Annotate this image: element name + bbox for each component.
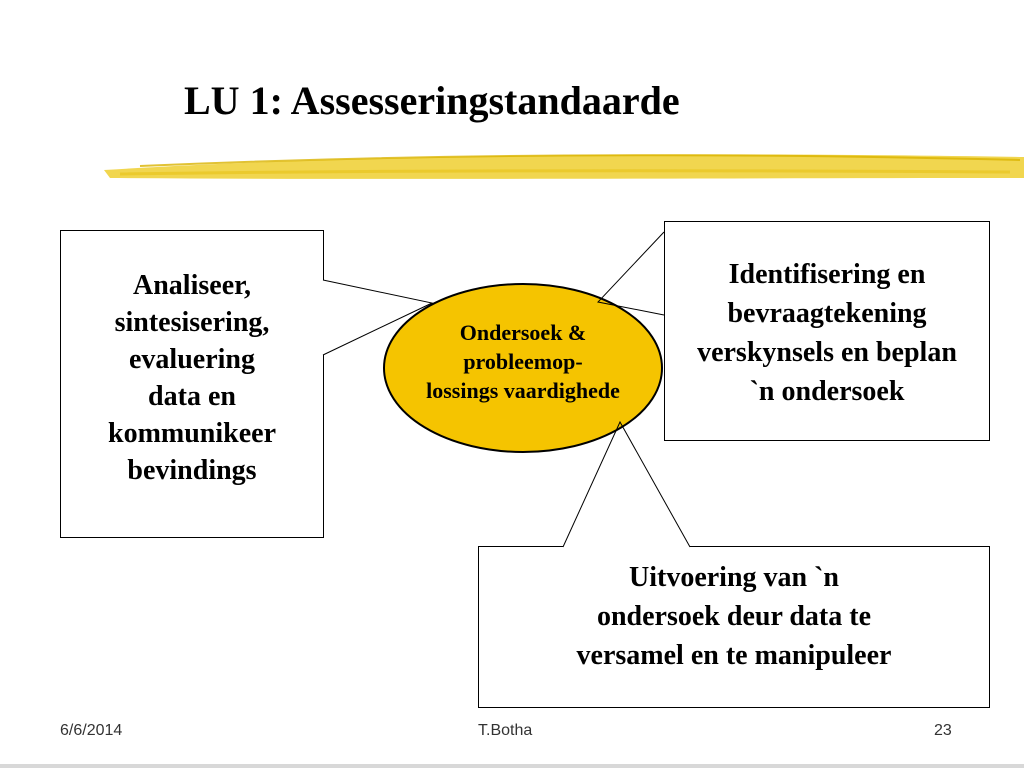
callout-bottom-line: Uitvoering van `n	[629, 562, 839, 593]
center-label-line: lossings vaardighede	[426, 378, 620, 403]
callout-left-line: kommunikeer	[108, 418, 276, 449]
center-label	[384, 318, 662, 405]
footer-author: T.Botha	[478, 722, 533, 739]
bottom-rule	[0, 764, 1024, 768]
callout-left-line: evaluering	[129, 344, 255, 375]
callout-left-line: sintesisering,	[114, 307, 270, 338]
callout-right-line: `n ondersoek	[749, 376, 905, 407]
center-label-line: probleemop-	[463, 349, 583, 374]
center-label-line: Ondersoek &	[459, 320, 587, 345]
callout-right-line: bevraagtekening	[727, 298, 927, 329]
footer-date: 6/6/2014	[60, 722, 123, 739]
callout-right-line: Identifisering en	[728, 259, 926, 290]
footer-page-number: 23	[934, 722, 952, 739]
callout-bottom-line: ondersoek deur data te	[596, 601, 872, 632]
callout-left-line: bevindings	[127, 455, 257, 486]
callout-left-line: data en	[148, 381, 236, 412]
callout-right-line: verskynsels en beplan	[697, 337, 957, 368]
callout-bottom-line: versamel en te manipuleer	[576, 640, 892, 671]
slide-title: LU 1: Assesseringstandaarde	[184, 78, 680, 123]
callout-left-line: Analiseer,	[133, 270, 251, 301]
